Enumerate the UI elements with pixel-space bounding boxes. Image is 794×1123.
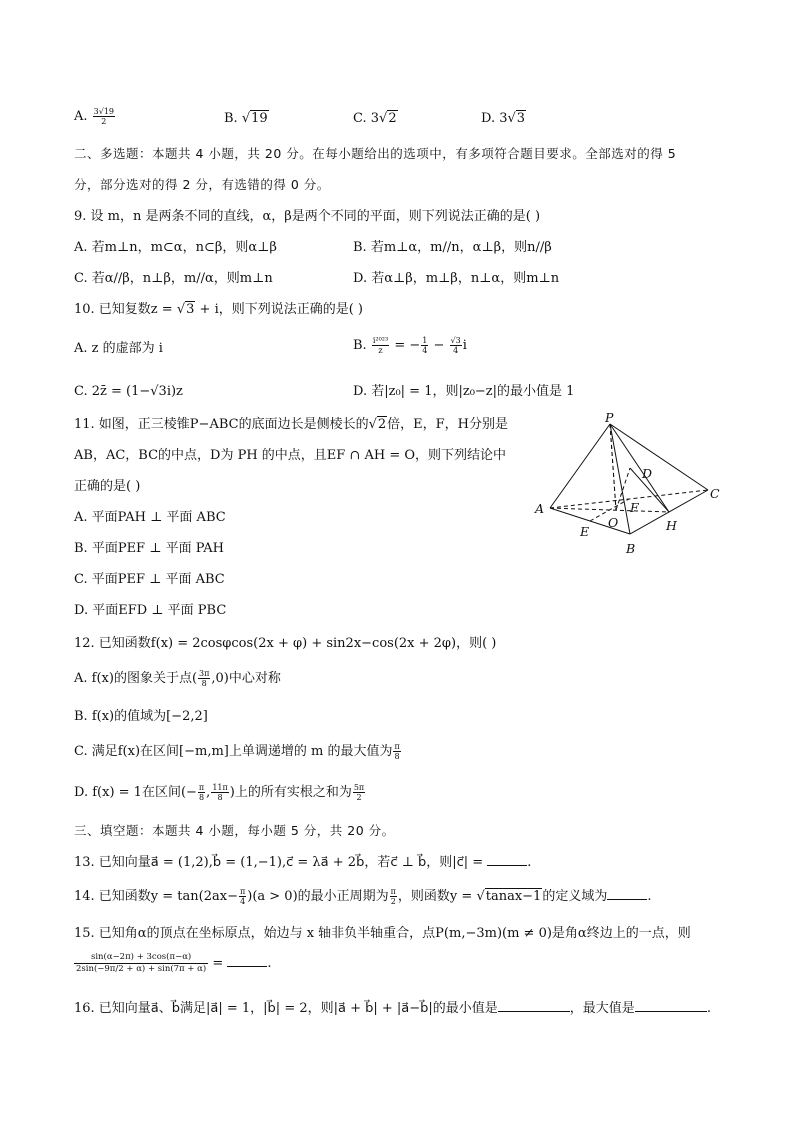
label-f: F — [630, 500, 639, 515]
q8-a-denominator: 2 — [101, 117, 107, 126]
label-o: O — [608, 515, 619, 530]
q12-stem: 12. 已知函数f(x) = 2cosφcos(2x + φ) + sin2x−cos(2x + 2φ)，则( ) — [74, 636, 497, 651]
label-h: H — [666, 518, 677, 533]
q11-stem-line3: 正确的是( ) — [74, 479, 141, 494]
q10-option-d: D. 若|z₀| = 1，则|z₀−z|的最小值是 1 — [353, 384, 575, 399]
label-a: A — [535, 501, 545, 516]
q11-stem-line2: AB，AC，BC的中点，D为 PH 的中点，且EF ∩ AH = O，则下列结论中 — [74, 448, 506, 463]
q10-option-c: C. 2z̄ = (1−√3i)z — [74, 384, 183, 399]
q9-stem: 9. 设 m，n 是两条不同的直线，α，β是两个不同的平面，则下列说法正确的是( ) — [74, 209, 541, 224]
q11-option-a: A. 平面PAH ⊥ 平面 ABC — [74, 510, 226, 525]
q10-option-a: A. z 的虚部为 i — [74, 341, 163, 356]
section3-heading: 三、填空题：本题共 4 小题，每小题 5 分，共 20 分。 — [74, 823, 395, 838]
q12-option-a: A. f(x)的图象关于点( $\frac{3\pi}{8}$ ,0)中心对称 — [74, 669, 281, 688]
q15-line1: 15. 已知角α的顶点在坐标原点，始边与 x 轴非负半轴重合，点P(m,−3m)(m ≠ 0)是角α终边上的一点，则 — [74, 926, 691, 941]
label-e: E — [580, 524, 590, 539]
q12-option-c: C. 满足f(x)在区间[−m,m]上单调递增的 m 的最大值为 $\frac{\pi}{8}$ — [74, 742, 400, 761]
q13: 13. 已知向量a⃗ = (1,2),b⃗ = (1,−1),c⃗ = λa⃗ + 2b⃗，若c⃗ ⊥ b⃗，则|c⃗| = . — [74, 855, 532, 870]
q10-option-b: B. $\frac{\text{i²⁰²³}}{z}$ = − $\frac{1}{4}$ − $\frac{√3}{4}$ i — [353, 336, 467, 355]
pyramid-figure — [528, 412, 728, 558]
label-d: D — [642, 466, 653, 481]
q12-option-b: B. f(x)的值域为[−2,2] — [74, 709, 208, 724]
q14: 14. 已知函数y = tan(2ax− $\frac{\pi}{4}$ )(a > 0)的最小正周期为 $\frac{\pi}{2}$ ，则函数y = √tanax−1的定义域为 . — [74, 887, 652, 906]
q9-option-d: D. 若α⊥β，m⊥β，n⊥α，则m⊥n — [353, 271, 560, 286]
q14-answer-blank[interactable] — [607, 887, 647, 900]
section2-heading-cont: 分，部分选对的得 2 分，有选错的得 0 分。 — [74, 177, 330, 192]
q8-option-b: B. √19 — [224, 111, 268, 126]
q15-answer-blank[interactable] — [227, 954, 267, 967]
label-p: P — [605, 412, 614, 425]
section2-heading: 二、多选题：本题共 4 小题，共 20 分。在每小题给出的选项中，有多项符合题目要求。全部选对的得 5 — [74, 146, 677, 161]
q16: 16. 已知向量a⃗、b⃗满足|a⃗| = 1，|b⃗| = 2，则|a⃗ + b⃗| + |a⃗−b⃗|的最小值是 ，最大值是 . — [74, 1001, 711, 1016]
q8-option-c: C. 3√2 — [353, 111, 397, 126]
q11-option-d: D. 平面EFD ⊥ 平面 PBC — [74, 603, 227, 618]
q16-min-blank[interactable] — [498, 999, 570, 1012]
q12-option-d: D. f(x) = 1在区间(− $\frac{\pi}{8}$ , $\frac{11\pi}{8}$ )上的所有实根之和为 $\frac{5\pi}{2}$ — [74, 783, 365, 802]
q11-option-b: B. 平面PEF ⊥ 平面 PAH — [74, 541, 224, 556]
label-b: B — [626, 541, 636, 556]
q9-option-b: B. 若m⊥α，m//n，α⊥β，则n//β — [353, 240, 552, 255]
q11-stem-line1: 11. 如图，正三棱锥P−ABC的底面边长是侧棱长的√2倍，E，F，H分别是 — [74, 417, 509, 432]
q10-stem: 10. 已知复数z = √3 + i，则下列说法正确的是( ) — [74, 302, 363, 317]
q9-option-c: C. 若α//β，n⊥β，m//α，则m⊥n — [74, 271, 273, 286]
q8-option-d: D. 3√3 — [481, 111, 526, 126]
q11-option-c: C. 平面PEF ⊥ 平面 ABC — [74, 572, 225, 587]
q16-max-blank[interactable] — [635, 999, 707, 1012]
label-c: C — [710, 486, 720, 501]
q13-answer-blank[interactable] — [487, 853, 527, 866]
q8-option-a: A. $\frac{3√19}{2}$ — [74, 107, 115, 126]
q15-line2: $\frac{\sin(\alpha-2\pi) + 3\cos(\pi-\alpha)}{2\sin(-9\pi/2 + \alpha) + \sin(7\pi + \alpha)}$ = . — [76, 952, 272, 974]
q9-option-a: A. 若m⊥n，m⊂α，n⊂β，则α⊥β — [74, 240, 277, 255]
q8-a-numerator: 3√19 — [93, 107, 115, 116]
